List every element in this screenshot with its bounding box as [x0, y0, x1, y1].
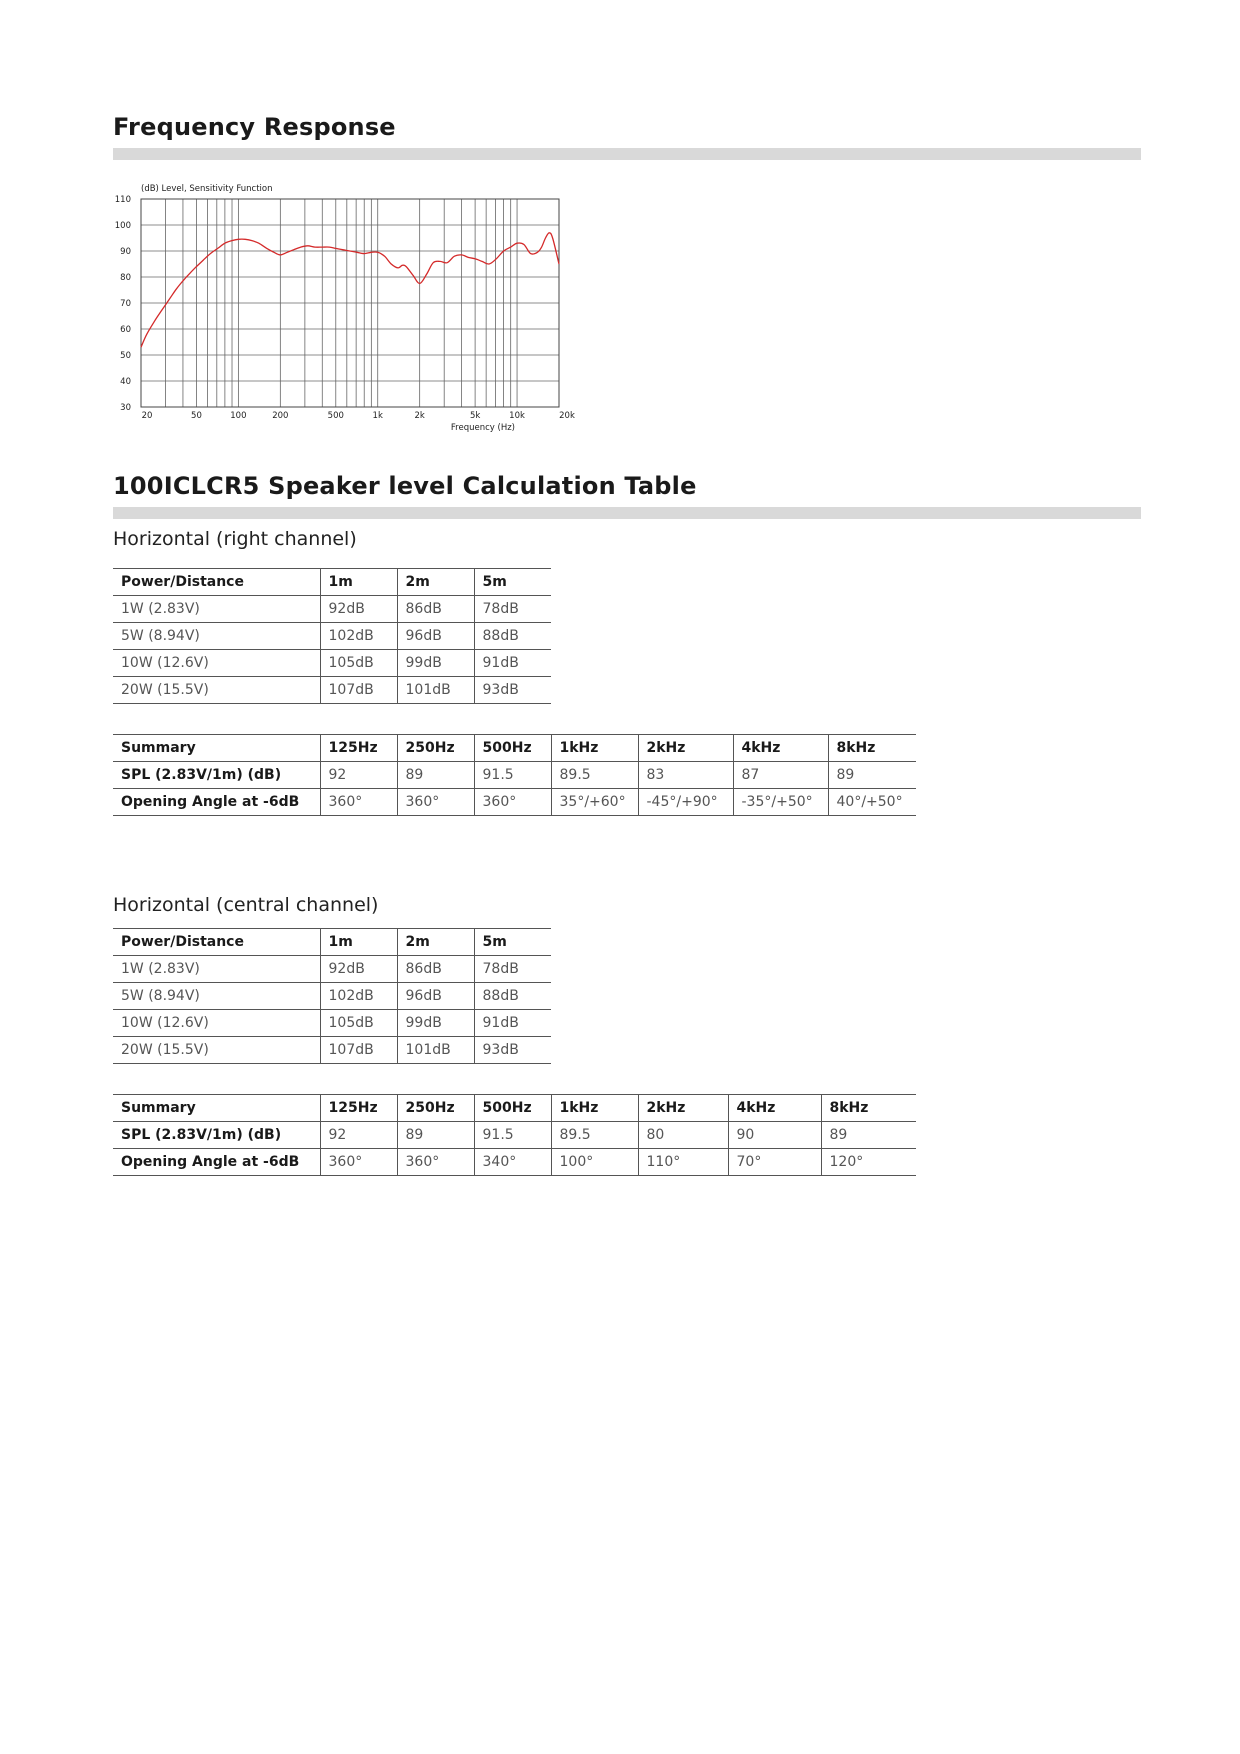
table-cell: 80: [638, 1122, 728, 1149]
table-cell: 88dB: [474, 983, 551, 1010]
central-channel-subheading: Horizontal (central channel): [113, 894, 379, 916]
chart-x-tick-label: 50: [191, 411, 202, 421]
table-cell: 93dB: [474, 1037, 551, 1064]
table-header-cell: Power/Distance: [113, 569, 320, 596]
table-cell: 89: [828, 762, 916, 789]
chart-grid: [141, 199, 559, 407]
chart-x-tick-label: 1k: [372, 411, 383, 421]
table-row-label: 5W (8.94V): [113, 983, 320, 1010]
chart-x-tick-label: 500: [327, 411, 344, 421]
table-cell: 102dB: [320, 983, 397, 1010]
table-cell: 86dB: [397, 596, 474, 623]
table-cell: 92dB: [320, 956, 397, 983]
table-header-row: [113, 569, 551, 596]
table-cell: 92: [320, 1122, 397, 1149]
table-header-cell: 250Hz: [397, 1095, 474, 1122]
table-row: [113, 596, 551, 623]
table-header-row: [113, 1095, 916, 1122]
right-channel-summary-table: [113, 734, 916, 816]
table-cell: 91dB: [474, 1010, 551, 1037]
chart-y-tick-label: 90: [120, 247, 131, 257]
table-cell: 96dB: [397, 623, 474, 650]
table-header-row: [113, 735, 916, 762]
table-cell: -35°/+50°: [733, 789, 828, 816]
chart-x-tick-label: 100: [230, 411, 247, 421]
table-row-label: SPL (2.83V/1m) (dB): [113, 762, 320, 789]
section-divider-bar: [113, 148, 1141, 160]
chart-y-tick-label: 110: [114, 195, 131, 205]
table-row: [113, 1122, 916, 1149]
table-row: [113, 1037, 551, 1064]
chart-x-tick-label: 200: [272, 411, 289, 421]
table-cell: 340°: [474, 1149, 551, 1176]
chart-x-tick-label: 5k: [469, 411, 481, 421]
table-cell: 101dB: [397, 1037, 474, 1064]
table-header-cell: 5m: [474, 929, 551, 956]
chart-y-tick-label: 40: [120, 377, 131, 387]
table-cell: 96dB: [397, 983, 474, 1010]
table-cell: 110°: [638, 1149, 728, 1176]
table-cell: 360°: [320, 1149, 397, 1176]
table-cell: 89: [397, 1122, 474, 1149]
table-row: [113, 983, 551, 1010]
table-header-cell: 1kHz: [551, 1095, 638, 1122]
table-row: [113, 1149, 916, 1176]
table-cell: 78dB: [474, 956, 551, 983]
table-cell: 101dB: [397, 677, 474, 704]
table-cell: 91.5: [474, 762, 551, 789]
table-header-cell: 125Hz: [320, 1095, 397, 1122]
table-cell: 35°/+60°: [551, 789, 638, 816]
table-header-cell: 500Hz: [474, 1095, 551, 1122]
table-header-cell: 4kHz: [728, 1095, 821, 1122]
table-row: [113, 677, 551, 704]
table-cell: 99dB: [397, 650, 474, 677]
table-row-label: 1W (2.83V): [113, 956, 320, 983]
table-cell: 86dB: [397, 956, 474, 983]
table-header-cell: 4kHz: [733, 735, 828, 762]
table-header-cell: Summary: [113, 1095, 320, 1122]
chart-x-tick-label: 2k: [414, 411, 425, 421]
table-cell: 120°: [821, 1149, 916, 1176]
table-row: [113, 650, 551, 677]
table-header-cell: Summary: [113, 735, 320, 762]
table-cell: 360°: [474, 789, 551, 816]
table-cell: 107dB: [320, 677, 397, 704]
table-cell: 92dB: [320, 596, 397, 623]
section-divider-bar: [113, 507, 1141, 519]
table-cell: 107dB: [320, 1037, 397, 1064]
table-cell: 78dB: [474, 596, 551, 623]
table-header-cell: 8kHz: [821, 1095, 916, 1122]
table-header-cell: 1kHz: [551, 735, 638, 762]
table-header-row: [113, 929, 551, 956]
table-cell: 360°: [397, 789, 474, 816]
table-cell: 88dB: [474, 623, 551, 650]
table-cell: 102dB: [320, 623, 397, 650]
table-header-cell: 1m: [320, 929, 397, 956]
table-cell: 89: [821, 1122, 916, 1149]
table-header-cell: 2m: [397, 929, 474, 956]
table-header-cell: 2kHz: [638, 1095, 728, 1122]
table-row-label: Opening Angle at -6dB: [113, 789, 320, 816]
table-row-label: 20W (15.5V): [113, 1037, 320, 1064]
frequency-response-heading: Frequency Response: [113, 113, 396, 141]
right-channel-subheading: Horizontal (right channel): [113, 528, 357, 550]
table-row-label: 20W (15.5V): [113, 677, 320, 704]
table-row-label: 5W (8.94V): [113, 623, 320, 650]
chart-y-tick-label: 100: [114, 221, 131, 231]
table-row-label: 10W (12.6V): [113, 650, 320, 677]
table-header-cell: 2m: [397, 569, 474, 596]
table-cell: 360°: [397, 1149, 474, 1176]
table-cell: 83: [638, 762, 733, 789]
chart-x-axis-label: Frequency (Hz): [450, 423, 515, 433]
chart-y-tick-label: 80: [120, 273, 131, 283]
frequency-response-chart: [113, 178, 593, 436]
table-row: [113, 623, 551, 650]
central-channel-power-table: [113, 928, 551, 1064]
table-header-cell: Power/Distance: [113, 929, 320, 956]
table-cell: 360°: [320, 789, 397, 816]
table-row-label: Opening Angle at -6dB: [113, 1149, 320, 1176]
chart-y-tick-label: 50: [120, 351, 131, 361]
table-cell: 91dB: [474, 650, 551, 677]
table-cell: 91.5: [474, 1122, 551, 1149]
table-row: [113, 956, 551, 983]
table-cell: 89.5: [551, 1122, 638, 1149]
table-cell: 70°: [728, 1149, 821, 1176]
table-cell: 87: [733, 762, 828, 789]
table-header-cell: 250Hz: [397, 735, 474, 762]
table-header-cell: 1m: [320, 569, 397, 596]
chart-x-tick-label: 20: [141, 411, 153, 421]
chart-y-tick-labels: [115, 195, 131, 413]
table-cell: 105dB: [320, 650, 397, 677]
table-header-cell: 8kHz: [828, 735, 916, 762]
table-row-label: 10W (12.6V): [113, 1010, 320, 1037]
table-row: [113, 789, 916, 816]
table-cell: 93dB: [474, 677, 551, 704]
table-header-cell: 125Hz: [320, 735, 397, 762]
table-cell: 40°/+50°: [828, 789, 916, 816]
chart-title: (dB) Level, Sensitivity Function: [141, 184, 273, 194]
table-cell: 105dB: [320, 1010, 397, 1037]
table-cell: 89: [397, 762, 474, 789]
table-row-label: SPL (2.83V/1m) (dB): [113, 1122, 320, 1149]
chart-x-tick-label: 10k: [509, 411, 525, 421]
chart-y-tick-label: 30: [120, 403, 131, 413]
table-cell: 90: [728, 1122, 821, 1149]
table-cell: 100°: [551, 1149, 638, 1176]
table-header-cell: 500Hz: [474, 735, 551, 762]
central-channel-summary-table: [113, 1094, 916, 1176]
table-header-cell: 5m: [474, 569, 551, 596]
chart-y-tick-label: 70: [120, 299, 131, 309]
table-cell: -45°/+90°: [638, 789, 733, 816]
chart-x-tick-labels: [142, 411, 575, 421]
right-channel-power-table: [113, 568, 551, 704]
table-cell: 89.5: [551, 762, 638, 789]
calculation-table-heading: 100ICLCR5 Speaker level Calculation Table: [113, 472, 697, 500]
table-row: [113, 1010, 551, 1037]
table-row-label: 1W (2.83V): [113, 596, 320, 623]
chart-series-line-level: [141, 233, 559, 347]
table-header-cell: 2kHz: [638, 735, 733, 762]
chart-x-tick-label: 20k: [559, 411, 575, 421]
table-cell: 99dB: [397, 1010, 474, 1037]
table-cell: 92: [320, 762, 397, 789]
table-row: [113, 762, 916, 789]
chart-y-tick-label: 60: [120, 325, 131, 335]
